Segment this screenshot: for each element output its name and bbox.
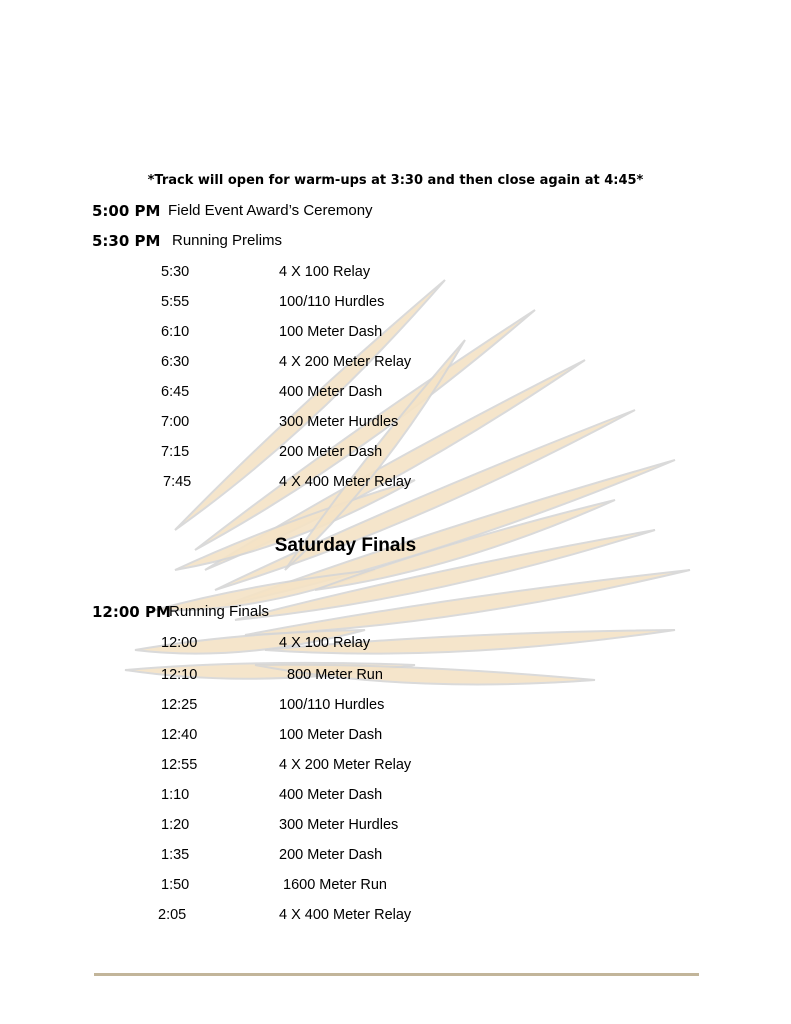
final-event: 1600 Meter Run <box>283 877 387 893</box>
session-label: Field Event Award’s Ceremony <box>168 202 373 219</box>
finals-heading: Saturday Finals <box>274 535 417 556</box>
final-time: 12:55 <box>161 757 198 773</box>
final-event: 4 X 100 Relay <box>279 635 371 651</box>
final-event: 800 Meter Run <box>287 667 383 683</box>
prelim-time: 7:00 <box>161 414 190 430</box>
final-event: 4 X 200 Meter Relay <box>279 757 412 773</box>
final-time: 1:50 <box>161 877 190 893</box>
final-event: 300 Meter Hurdles <box>279 817 399 833</box>
prelim-time: 5:55 <box>161 294 190 310</box>
prelim-time: 6:10 <box>161 324 190 340</box>
prelim-time: 6:30 <box>161 354 190 370</box>
final-event: 100/110 Hurdles <box>279 697 385 713</box>
session-time: 12:00 PM <box>92 603 171 621</box>
final-event: 100 Meter Dash <box>279 727 383 743</box>
prelim-time: 5:30 <box>161 264 190 280</box>
final-time: 1:35 <box>161 847 190 863</box>
prelim-event: 400 Meter Dash <box>279 384 383 400</box>
warmup-notice: *Track will open for warm-ups at 3:30 and then close again at 4:45* <box>147 173 644 188</box>
prelim-event: 100/110 Hurdles <box>279 294 385 310</box>
prelim-event: 4 X 100 Relay <box>279 264 371 280</box>
session-time: 5:00 PM <box>92 202 161 220</box>
final-event: 200 Meter Dash <box>279 847 383 863</box>
final-event: 4 X 400 Meter Relay <box>279 907 412 923</box>
final-time: 12:10 <box>161 667 198 683</box>
final-time: 1:20 <box>161 817 190 833</box>
final-time: 12:00 <box>161 635 198 651</box>
final-time: 1:10 <box>161 787 190 803</box>
final-time: 12:25 <box>161 697 198 713</box>
final-time: 12:40 <box>161 727 198 743</box>
prelim-event: 300 Meter Hurdles <box>279 414 399 430</box>
prelim-event: 4 X 400 Meter Relay <box>279 474 412 490</box>
prelim-time: 7:45 <box>163 474 192 490</box>
prelim-event: 200 Meter Dash <box>279 444 383 460</box>
prelim-event: 4 X 200 Meter Relay <box>279 354 412 370</box>
session-label: Running Finals <box>169 603 270 620</box>
final-event: 400 Meter Dash <box>279 787 383 803</box>
prelim-time: 6:45 <box>161 384 190 400</box>
footer-divider <box>94 973 699 976</box>
session-label: Running Prelims <box>172 232 283 249</box>
prelim-event: 100 Meter Dash <box>279 324 383 340</box>
final-time: 2:05 <box>158 907 187 923</box>
session-time: 5:30 PM <box>92 232 161 250</box>
prelim-time: 7:15 <box>161 444 190 460</box>
